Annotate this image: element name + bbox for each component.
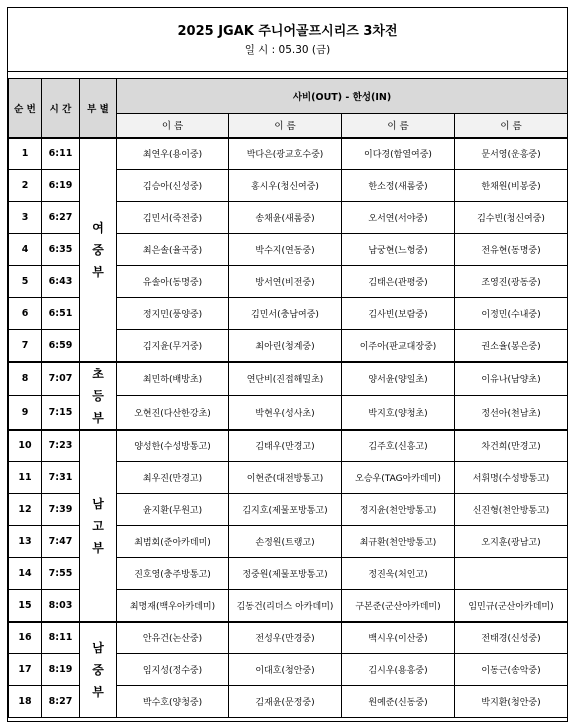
tee-time: 8:19: [42, 654, 80, 686]
division-girls-elem: [80, 362, 117, 430]
table-row: [9, 622, 568, 654]
player-cell: 정선아(천남초): [455, 396, 568, 430]
row-number: 12: [9, 494, 42, 526]
table-body: [9, 138, 568, 718]
player-cell: 권소율(봉은중): [455, 330, 568, 362]
player-cell: 이대호(청안중): [229, 654, 342, 686]
player-cell: 양서윤(양일초): [342, 362, 455, 396]
player-cell: 오현진(다산한강초): [117, 396, 229, 430]
player-cell: 박수호(양청중): [117, 686, 229, 718]
tee-time: 6:59: [42, 330, 80, 362]
player-cell: 구본준(군산아카데미): [342, 590, 455, 622]
tee-time: 6:11: [42, 138, 80, 170]
date-line: 일 시 : 05.30 (금): [244, 44, 331, 56]
player-cell: 김승아(신성중): [117, 170, 229, 202]
row-number: 11: [9, 462, 42, 494]
division-boys-high: [80, 430, 117, 622]
row-number: 6: [9, 298, 42, 330]
player-cell: 신진형(천안방통고): [455, 494, 568, 526]
player-cell: 최규환(천안방통고): [342, 526, 455, 558]
division-char: 부: [92, 684, 104, 699]
player-cell: 정지민(풍양중): [117, 298, 229, 330]
player-cell: 김태은(관평중): [342, 266, 455, 298]
player-cell: 오승우(TAG아카데미): [342, 462, 455, 494]
header-name-2: 이 름: [229, 114, 342, 138]
division-char: 남: [92, 496, 104, 511]
player-cell: 박현우(성사초): [229, 396, 342, 430]
row-number: 18: [9, 686, 42, 718]
row-number: 17: [9, 654, 42, 686]
player-cell: 박수지(연동중): [229, 234, 342, 266]
division-girls-middle: [80, 138, 117, 362]
player-cell: 최연우(용이중): [117, 138, 229, 170]
tee-time: 7:23: [42, 430, 80, 462]
player-cell: 김민서(충남여중): [229, 298, 342, 330]
player-cell: 전성우(만경중): [229, 622, 342, 654]
player-cell: 정지윤(천안방통고): [342, 494, 455, 526]
division-char: 남: [92, 640, 104, 655]
player-cell: 이주아(판교대장중): [342, 330, 455, 362]
division-char: 초: [92, 366, 104, 381]
player-cell: 원예준(신동중): [342, 686, 455, 718]
player-cell: 김태우(만경고): [229, 430, 342, 462]
player-cell: 김재윤(문정중): [229, 686, 342, 718]
tee-time: 6:27: [42, 202, 80, 234]
player-cell: 최민하(배방초): [117, 362, 229, 396]
row-number: 13: [9, 526, 42, 558]
division-char: 여: [92, 220, 104, 235]
player-cell: 진호영(충주방통고): [117, 558, 229, 590]
division-char: 중: [92, 242, 104, 257]
header-name-4: 이 름: [455, 114, 568, 138]
player-cell: 이정민(수내중): [455, 298, 568, 330]
player-cell: 최범회(준아카데미): [117, 526, 229, 558]
tee-time: 8:11: [42, 622, 80, 654]
player-cell: 양성한(수성방통고): [117, 430, 229, 462]
row-number: 1: [9, 138, 42, 170]
row-number: 4: [9, 234, 42, 266]
header-name-1: 이 름: [117, 114, 229, 138]
tee-time: 6:51: [42, 298, 80, 330]
player-cell: 정중원(제물포방통고): [229, 558, 342, 590]
sheet-title: 2025 JGAK 주니어골프시리즈 3차전: [177, 24, 398, 39]
player-cell: 임민규(군산아카데미): [455, 590, 568, 622]
division-char: 등: [92, 388, 104, 403]
row-number: 10: [9, 430, 42, 462]
row-number: 15: [9, 590, 42, 622]
title-block: [8, 8, 567, 72]
player-cell: 서휘명(수성방통고): [455, 462, 568, 494]
division-char: 부: [92, 264, 104, 279]
row-number: 7: [9, 330, 42, 362]
tee-time-sheet: [7, 7, 568, 722]
player-cell: 전유현(동명중): [455, 234, 568, 266]
player-cell: 이다경(함열여중): [342, 138, 455, 170]
table-row: [9, 362, 568, 396]
row-number: 2: [9, 170, 42, 202]
player-cell: 윤지환(무원고): [117, 494, 229, 526]
player-cell: 김지윤(무거중): [117, 330, 229, 362]
player-cell: 최은솔(율곡중): [117, 234, 229, 266]
header-name-3: 이 름: [342, 114, 455, 138]
player-cell: [455, 558, 568, 590]
player-cell: 이현준(대전방통고): [229, 462, 342, 494]
tee-time-table: [8, 78, 568, 718]
table-row: [9, 430, 568, 462]
player-cell: 최아린(청계중): [229, 330, 342, 362]
player-cell: 김시우(용흥중): [342, 654, 455, 686]
tee-time: 6:35: [42, 234, 80, 266]
player-cell: 송채윤(새롬중): [229, 202, 342, 234]
row-number: 8: [9, 362, 42, 396]
player-cell: 오서연(서야중): [342, 202, 455, 234]
row-number: 14: [9, 558, 42, 590]
row-number: 5: [9, 266, 42, 298]
player-cell: 방서연(비전중): [229, 266, 342, 298]
player-cell: 김주호(신흥고): [342, 430, 455, 462]
row-number: 9: [9, 396, 42, 430]
player-cell: 이동근(송악중): [455, 654, 568, 686]
player-cell: 안유건(논산중): [117, 622, 229, 654]
row-number: 16: [9, 622, 42, 654]
player-cell: 연단비(진접해밀초): [229, 362, 342, 396]
table-row: [9, 138, 568, 170]
player-cell: 김지호(제물포방통고): [229, 494, 342, 526]
tee-time: 7:55: [42, 558, 80, 590]
header-number: 순 번: [9, 79, 42, 138]
player-cell: 김사빈(보람중): [342, 298, 455, 330]
header-division: 부 별: [80, 79, 117, 138]
player-cell: 김수빈(청신여중): [455, 202, 568, 234]
player-cell: 남궁현(느헝중): [342, 234, 455, 266]
header-gap: [8, 71, 567, 78]
player-cell: 백시우(이산중): [342, 622, 455, 654]
player-cell: 박다은(광교호수중): [229, 138, 342, 170]
division-char: 중: [92, 662, 104, 677]
player-cell: 차건희(만경고): [455, 430, 568, 462]
player-cell: 임지성(정수중): [117, 654, 229, 686]
division-boys-middle: [80, 622, 117, 718]
player-cell: 손정원(트랭고): [229, 526, 342, 558]
tee-time: 6:43: [42, 266, 80, 298]
tee-time: 8:27: [42, 686, 80, 718]
player-cell: 조영진(광동중): [455, 266, 568, 298]
tee-time: 6:19: [42, 170, 80, 202]
division-char: 고: [92, 518, 104, 533]
row-number: 3: [9, 202, 42, 234]
header-time: 시 간: [42, 79, 80, 138]
player-cell: 김민서(죽전중): [117, 202, 229, 234]
player-cell: 최명재(백우아카데미): [117, 590, 229, 622]
tee-time: 7:39: [42, 494, 80, 526]
player-cell: 정진욱(처인고): [342, 558, 455, 590]
player-cell: 최우진(만경고): [117, 462, 229, 494]
player-cell: 오지훈(광남고): [455, 526, 568, 558]
player-cell: 박지환(청안중): [455, 686, 568, 718]
player-cell: 홍시우(청신여중): [229, 170, 342, 202]
tee-time: 7:15: [42, 396, 80, 430]
player-cell: 전태경(신성중): [455, 622, 568, 654]
tee-time: 7:47: [42, 526, 80, 558]
player-cell: 한소정(새롬중): [342, 170, 455, 202]
player-cell: 김동건(리더스 아카데미): [229, 590, 342, 622]
tee-time: 7:07: [42, 362, 80, 396]
player-cell: 박지호(양청초): [342, 396, 455, 430]
tee-time: 7:31: [42, 462, 80, 494]
division-char: 부: [92, 410, 104, 425]
division-char: 부: [92, 540, 104, 555]
player-cell: 유솔아(동명중): [117, 266, 229, 298]
header-course: 사비(OUT) - 한성(IN): [117, 79, 568, 114]
player-cell: 문서영(운흥중): [455, 138, 568, 170]
player-cell: 이유나(남양초): [455, 362, 568, 396]
tee-time: 8:03: [42, 590, 80, 622]
player-cell: 한채원(비봉중): [455, 170, 568, 202]
